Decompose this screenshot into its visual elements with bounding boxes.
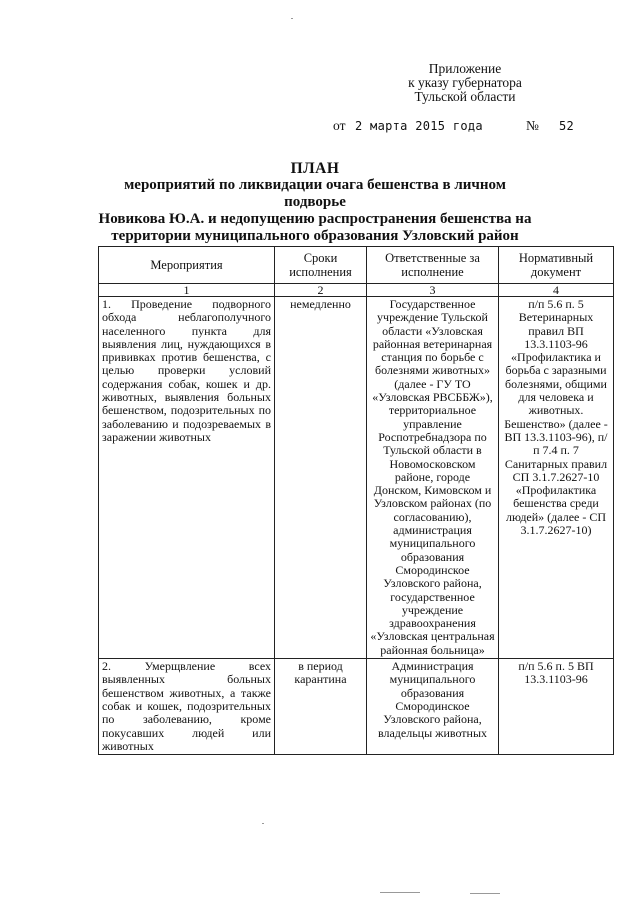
- normative-cell: п/п 5.6 п. 5 Ветеринарных правил ВП 13.3.1103-96 «Профилактика и борьба с заразными болезнями, общими для человека и животных. Бешенство» (далее - ВП 13.3.1103-96), п/п 7.4 п. 7 Санитарных правил СП 3.1.7.2627-10 «Профилактика бешенства среди людей» (далее - СП 3.1.7.2627-10): [499, 297, 614, 659]
- column-number-row: [99, 284, 614, 297]
- responsible-cell: Администрация муниципального образования Смородинское Узловского района, владельцы животных: [367, 659, 499, 755]
- title-line: мероприятий по ликвидации очага бешенства в личном подворье: [124, 177, 506, 210]
- responsible-cell: Государственное учреждение Тульской области «Узловская районная ветеринарная станция по борьбе с болезнями животных» (далее - ГУ ТО «Узловская РВСББЖ»), территориальное управление Роспотребнадзора по Тульской области в Новомосковском районе, городе Донском, Кимовском и Узловском районах (по согласованию), администрация муниципального образования Смородинское Узловского района, государственное учреждение здравоохранения «Узловская центральная районная больница»: [367, 297, 499, 659]
- table-header-row: [99, 247, 614, 284]
- measures-table: [98, 246, 614, 755]
- annex-line: к указу губернатора: [408, 75, 522, 90]
- scan-speck: [470, 893, 500, 894]
- annex-line: Тульской области: [414, 89, 516, 104]
- decree-date: 2 марта 2015 года: [355, 119, 483, 133]
- normative-cell: п/п 5.6 п. 5 ВП 13.3.1103-96: [499, 659, 614, 755]
- header-responsible: Ответственные за исполнение: [367, 247, 499, 284]
- scan-speck: [380, 892, 420, 893]
- header-normative: Нормативный документ: [499, 247, 614, 284]
- header-deadline: Сроки исполнения: [275, 247, 367, 284]
- column-number: 2: [275, 284, 367, 297]
- column-number: 3: [367, 284, 499, 297]
- annex-block: [385, 62, 545, 104]
- table-row: [99, 297, 614, 659]
- decree-number-label: №: [526, 118, 539, 133]
- decree-prefix: от: [333, 118, 346, 133]
- table-row: [99, 659, 614, 755]
- header-measures: Мероприятия: [99, 247, 275, 284]
- scan-speck: [291, 18, 293, 19]
- scan-speck: [262, 823, 264, 824]
- column-number: 4: [499, 284, 614, 297]
- column-number: 1: [99, 284, 275, 297]
- document-title: [95, 160, 535, 245]
- measure-cell: 1. Проведение подворного обхода неблагополучного населенного пункта для выявления лиц, нуждающихся в прививках против бешенства, с целью проверки условий содержания собак, кошек и др. животных, выявления больных бешенством, подозрительных по заболеванию и подозреваемых в заражении животных: [99, 297, 275, 659]
- decree-number: 52: [559, 119, 575, 133]
- title-line: Новикова Ю.А. и недопущению распространения бешенства на: [98, 211, 532, 227]
- annex-line: Приложение: [428, 61, 502, 76]
- title-line: территории муниципального образования Узловский район: [111, 228, 519, 244]
- decree-line: [333, 118, 583, 134]
- title-line: ПЛАН: [290, 160, 340, 177]
- measure-cell: 2. Умерщвление всех выявленных больных бешенством животных, а также собак и кошек, подозрительных по заболеванию, кроме покусавших людей или животных: [99, 659, 275, 755]
- deadline-cell: немедленно: [275, 297, 367, 659]
- deadline-cell: в период карантина: [275, 659, 367, 755]
